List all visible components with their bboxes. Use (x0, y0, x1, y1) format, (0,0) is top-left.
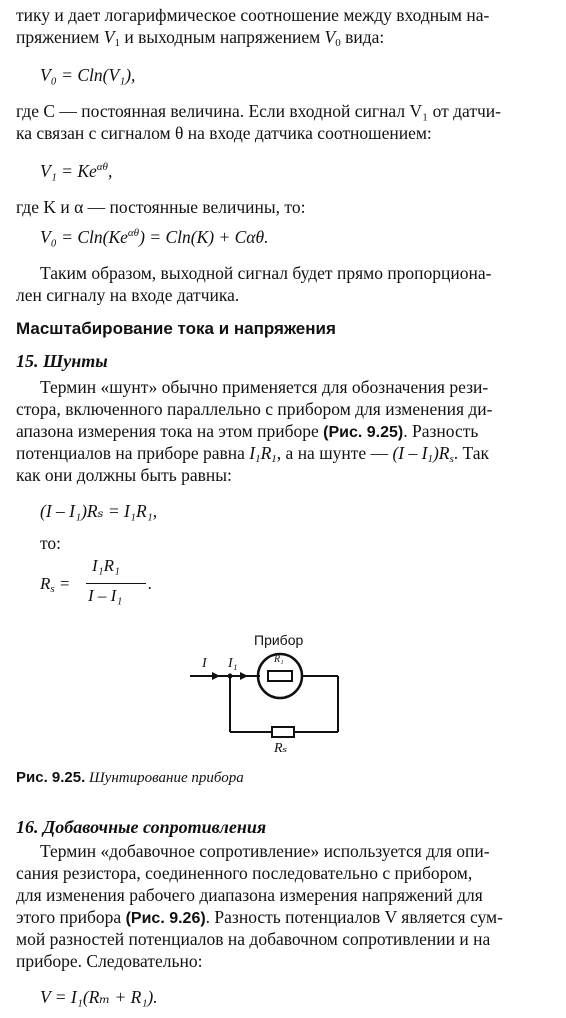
additional-line-2: сания резистора, соединенного последовательно с прибором, (16, 863, 473, 883)
shunt-resistor-label: Rₛ (274, 741, 288, 756)
intro-line-1: тику и дает логарифмическое соотношение между входным на- (16, 5, 490, 25)
figure-ref-9-26[interactable]: (Рис. 9.26) (125, 910, 206, 927)
formula-output-expanded: $V_0 = Cln(Ke^{\alpha\theta}) = Cln(K) + C\alpha\theta$. (40, 227, 269, 247)
shunts-line-2: стора, включенного параллельно с прибором для изменения ди- (16, 399, 493, 419)
additional-line-5: мой разностей потенциалов на добавочном сопротивлении и на (16, 929, 491, 949)
inner-resistor-label: R₁ (274, 654, 284, 665)
para-const-line-1: где C — постоянная величина. Если входной сигнал V₁ от датчи- (16, 101, 501, 121)
formula-sensor-exp: $V_1 = Ke^{\alpha\theta}$, (40, 161, 113, 181)
conclusion-line-2: лен сигналу на входе датчика. (16, 285, 240, 305)
intro-line-2: пряжением $V_1$ и выходным напряжением $V_0$ вида: (16, 27, 385, 49)
section-title: Масштабирование тока и напряжения (16, 319, 336, 338)
current-total-label: I (202, 656, 207, 671)
para-const-line-2: ка связан с сигналом θ на входе датчика соотношением: (16, 123, 432, 143)
current-arrow-i1 (240, 672, 248, 680)
para-k-alpha: где K и α — постоянные величины, то: (16, 197, 306, 217)
to-label: то: (40, 533, 62, 553)
additional-line-4: этого прибора (Рис. 9.26). Разность потенциалов V является сум- (16, 907, 503, 927)
additional-line-3: для изменения рабочего диапазона измерения напряжений для (16, 885, 483, 905)
formula-shunt-balance: (I – I₁)Rₛ = I₁R₁, (40, 501, 158, 521)
current-arrow-i (212, 672, 220, 680)
additional-line-6: приборе. Следовательно: (16, 951, 203, 971)
shunts-line-1: Термин «шунт» обычно применяется для обозначения рези- (40, 377, 489, 397)
formula-shunt-resistance: $R_s$ = I₁R₁ I – I₁ . (40, 556, 153, 605)
formula-output-log: V₀ = Cln(V₁), (40, 65, 136, 85)
formula-voltage-sum: V = I₁(Rₘ + R₁). (40, 987, 158, 1007)
heading-shunts: 15. Шунты (16, 351, 108, 371)
heading-additional-resistance: 16. Добавочные сопротивления (16, 817, 267, 837)
shunts-line-4: потенциалов на приборе равна $I_1R_1$, а на шунте — $(I - I_1)R_s$. Так (16, 443, 490, 465)
figure-caption: Рис. 9.25. Шунтирование прибора (16, 769, 244, 786)
figure-ref-9-25[interactable]: (Рис. 9.25) (323, 424, 404, 441)
additional-line-1: Термин «добавочное сопротивление» используется для опи- (40, 841, 490, 861)
device-label: Прибор (254, 632, 304, 648)
current-branch-label: I₁ (228, 656, 238, 671)
conclusion-line-1: Таким образом, выходной сигнал будет прямо пропорциона- (40, 263, 492, 283)
inner-resistor (268, 671, 292, 681)
shunts-line-3: апазона измерения тока на этом приборе (Рис. 9.25). Разность (16, 421, 479, 441)
shunts-line-5: как они должны быть равны: (16, 465, 232, 485)
junction-dot (228, 674, 233, 679)
shunt-resistor (272, 727, 294, 737)
